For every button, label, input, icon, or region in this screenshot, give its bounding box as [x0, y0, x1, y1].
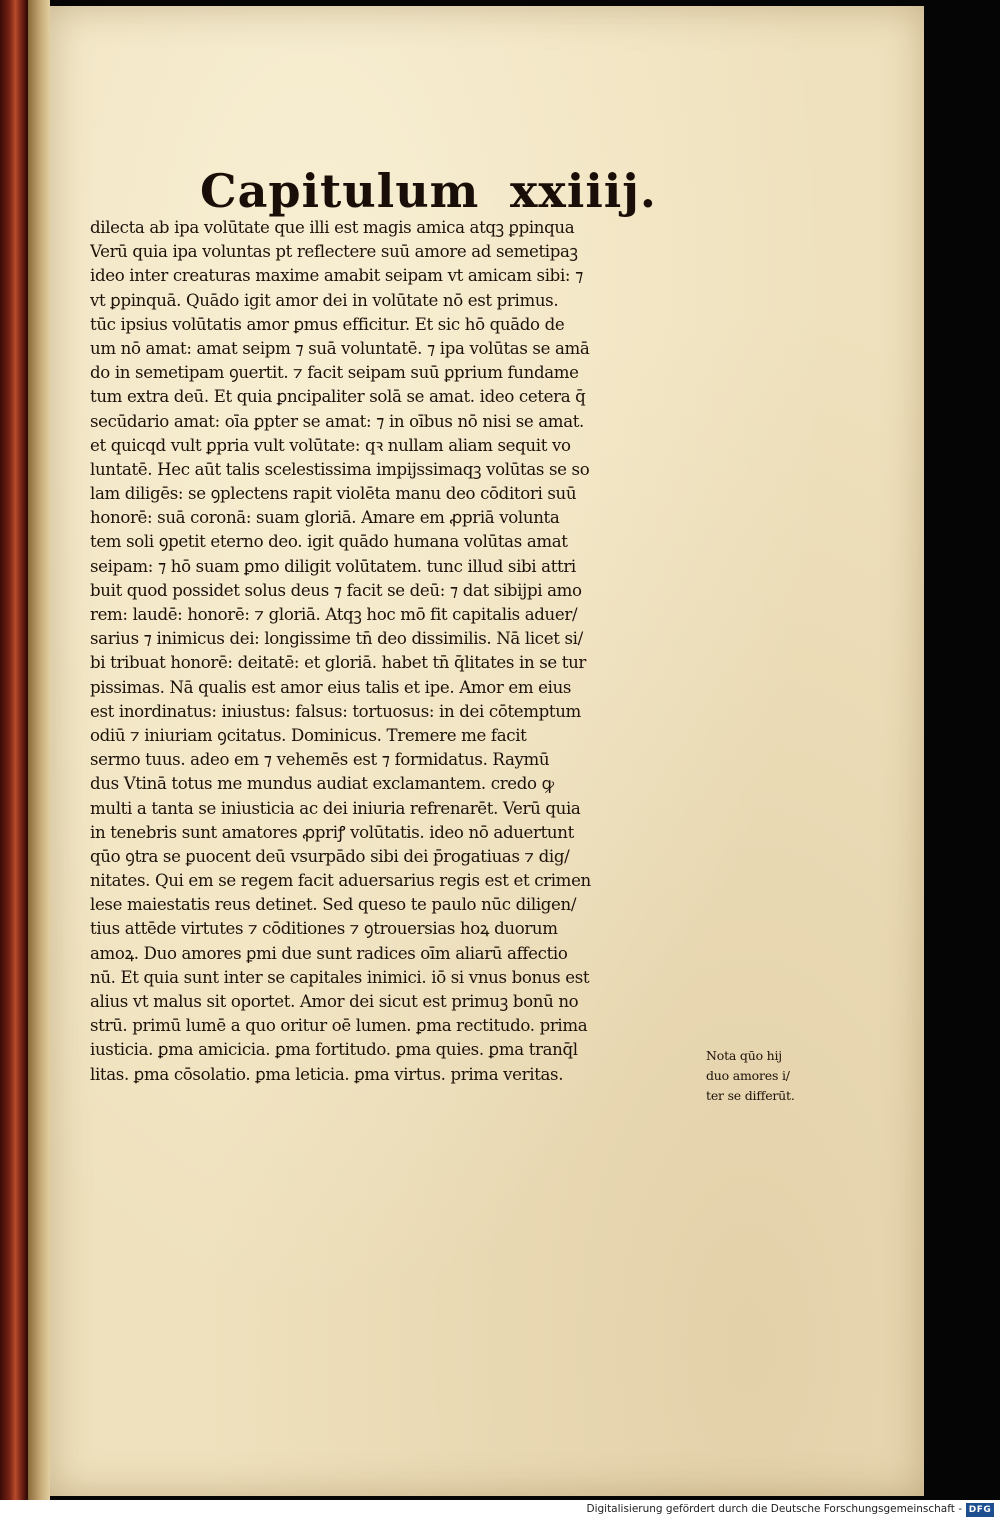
text-line: alius vt malus sit oportet. Amor dei sicut est primuꝫ bonū no — [90, 992, 579, 1011]
body-text-column — [90, 216, 710, 1087]
text-line: seipam: ⁊ hō suam ꝑmo diligit volūtatem. tunc illud sibi attri — [90, 556, 576, 576]
marginal-note-line: ter se differūt. — [706, 1088, 795, 1103]
text-line: ideo inter creaturas maxime amabit seipam vt amicam sibi: ⁊ — [90, 266, 583, 286]
text-line: luntatē. Hec aūt talis scelestissima impijssimaqꝫ volūtas se so — [90, 459, 590, 479]
text-line: honorē: suā coronā: suam gloriā. Amare em ꝓpriā volunta — [90, 508, 560, 528]
text-line: sermo tuus. adeo em ⁊ vehemēs est ⁊ formidatus. Raymū — [90, 750, 550, 770]
book-spine-edge — [0, 0, 28, 1500]
book-gutter — [28, 0, 50, 1500]
text-line: lam diligēs: se ꝯplectens rapit violēta manu deo cōditori suū — [90, 484, 577, 504]
text-line: nitates. Qui em se regem facit aduersarius regis est et crimen — [90, 871, 591, 891]
text-line: secūdario amat: oīa ꝑpter se amat: ⁊ in oībus nō nisi se amat. — [90, 411, 584, 431]
text-line: buit quod possidet solus deus ⁊ facit se deū: ⁊ dat sibijpi amo — [90, 580, 582, 600]
text-line: dus Vtinā totus me mundus audiat exclamantem. credo ꝙ — [90, 774, 554, 794]
text-line: tum extra deū. Et quia ꝑncipaliter solā se amat. ideo cetera q̄ — [90, 387, 586, 407]
text-line: tūc ipsius volūtatis amor ꝑmus efficitur. Et sic hō quādo de — [90, 314, 565, 334]
text-line: in tenebris sunt amatores ꝓpriꝭ volūtatis. ideo nō aduertunt — [90, 822, 574, 842]
text-line: et quicqd vult ꝑpria vult volūtate: qꝛ nullam aliam sequit vo — [90, 435, 571, 455]
text-line: tem soli ꝯpetit eterno deo. igit quādo humana volūtas amat — [90, 532, 568, 552]
text-line: rem: laudē: honorē: ⁊ gloriā. Atqꝫ hoc mō fit capitalis aduer/ — [90, 605, 578, 624]
text-line: Verū quia ipa voluntas pt reflectere suū amore ad semetipaꝫ — [90, 242, 578, 262]
text-line: iusticia. ꝑma amicicia. ꝑma fortitudo. ꝑma quies. ꝑma tranq̄l — [90, 1040, 578, 1060]
text-line: odiū ⁊ iniuriam ꝯcitatus. Dominicus. Tremere me facit — [90, 725, 527, 745]
text-line: strū. primū lumē a quo oritur oē lumen. ꝑma rectitudo. prima — [90, 1016, 588, 1036]
text-line: vt ꝑpinquā. Quādo igit amor dei in volūtate nō est primus. — [90, 290, 559, 310]
marginal-note-line: duo amores i/ — [706, 1068, 790, 1083]
book-page — [50, 6, 924, 1496]
text-line: amoꝝ. Duo amores ꝑmi due sunt radices oīm aliarū affectio — [90, 943, 568, 963]
digitization-footer — [0, 1500, 1000, 1521]
text-line: um nō amat: amat seipm ⁊ suā voluntatē. ⁊ ipa volūtas se amā — [90, 338, 590, 358]
text-line: nū. Et quia sunt inter se capitales inimici. iō si vnus bonus est — [90, 967, 590, 987]
dfg-logo-icon: DFG — [966, 1503, 994, 1517]
marginal-note-line: Nota qūo hij — [706, 1048, 782, 1063]
text-line: qūo ꝯtra se ꝑuocent deū vsurpādo sibi dei p̄rogatiuas ⁊ dig/ — [90, 846, 570, 866]
text-line: tius attēde virtutes ⁊ cōditiones ⁊ ꝯtrouersias hoꝝ duorum — [90, 919, 558, 939]
text-line: do in semetipam ꝯuertit. ⁊ facit seipam suū ꝑprium fundame — [90, 363, 579, 383]
chapter-heading-word: Capitulum — [200, 164, 480, 218]
text-line: multi a tanta se iniusticia ac dei iniuria refrenarēt. Verū quia — [90, 798, 581, 818]
funding-credit-text: Digitalisierung gefördert durch die Deutsche Forschungsgemeinschaft - — [586, 1503, 962, 1515]
chapter-heading-number: xxiiij. — [510, 164, 657, 218]
text-line: lese maiestatis reus detinet. Sed queso te paulo nūc diligen/ — [90, 895, 577, 915]
text-line: dilecta ab ipa volūtate que illi est magis amica atqꝫ ꝑpinqua — [90, 218, 575, 237]
marginal-note — [706, 1046, 836, 1106]
text-line: bi tribuat honorē: deitatē: et gloriā. habet tn̄ q̄litates in se tur — [90, 653, 586, 673]
text-line: litas. ꝑma cōsolatio. ꝑma leticia. ꝑma virtus. prima veritas. — [90, 1064, 564, 1084]
text-line: est inordinatus: iniustus: falsus: tortuosus: in dei cōtemptum — [90, 701, 581, 721]
text-line: sarius ⁊ inimicus dei: longissime tn̄ deo dissimilis. Nā licet si/ — [90, 629, 583, 649]
text-line: pissimas. Nā qualis est amor eius talis et ipe. Amor em eius — [90, 677, 572, 697]
